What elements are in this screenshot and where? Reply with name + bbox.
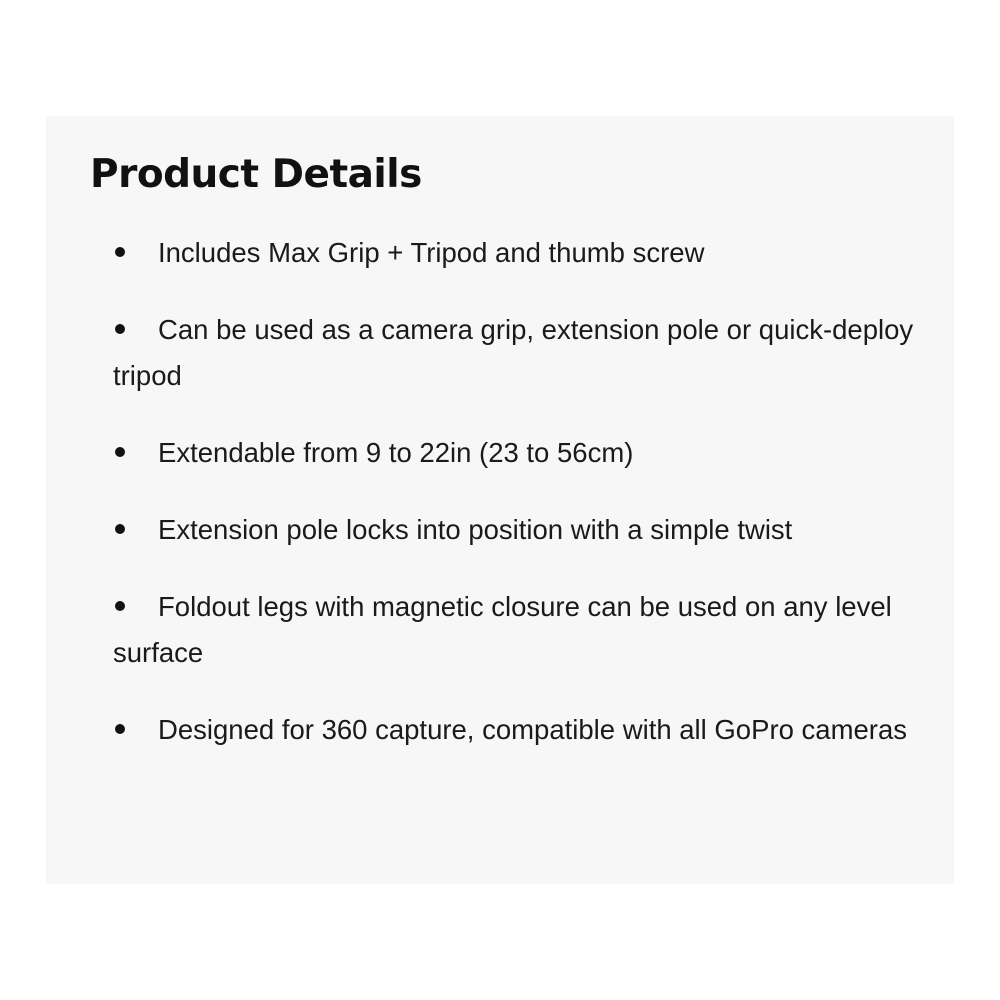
list-item-text: Can be used as a camera grip, extension pole or quick-deploy tripod <box>113 314 914 391</box>
list-item <box>113 430 945 476</box>
bullet-icon <box>113 507 158 553</box>
bullet-icon <box>113 230 158 276</box>
list-item <box>113 707 945 753</box>
list-item-text: Extension pole locks into position with a simple twist <box>158 514 793 545</box>
bullet-icon <box>113 707 158 753</box>
bullet-icon <box>113 584 158 630</box>
list-item-text: Extendable from 9 to 22in (23 to 56cm) <box>158 437 634 468</box>
list-item-text: Foldout legs with magnetic closure can be used on any level surface <box>113 591 892 668</box>
list-item <box>113 230 945 276</box>
list-item <box>113 307 945 399</box>
list-item <box>113 507 945 553</box>
section-title: Product Details <box>90 152 422 197</box>
list-item <box>113 584 945 676</box>
list-item-text: Designed for 360 capture, compatible with all GoPro cameras <box>158 714 907 745</box>
product-details-panel <box>46 116 954 884</box>
product-details-list <box>113 230 945 784</box>
bullet-icon <box>113 430 158 476</box>
list-item-text: Includes Max Grip + Tripod and thumb screw <box>158 237 705 268</box>
bullet-icon <box>113 307 158 353</box>
